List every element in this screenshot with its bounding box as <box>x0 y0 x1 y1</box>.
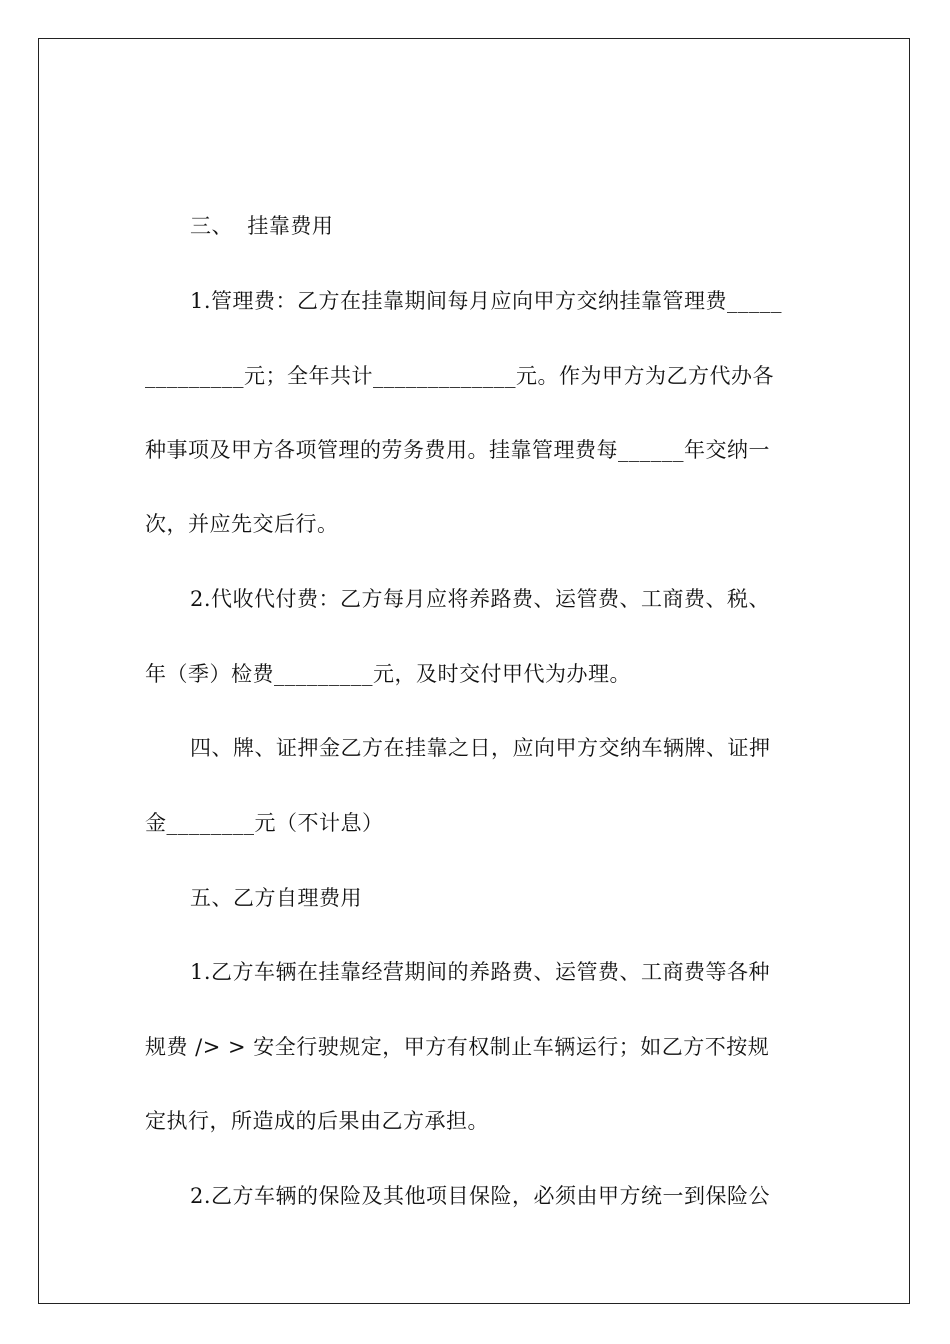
paragraph-line: 种事项及甲方各项管理的劳务费用。挂靠管理费每______年交纳一 <box>145 438 770 462</box>
paragraph-line: 规费 /> > 安全行驶规定，甲方有权制止车辆运行；如乙方不按规 <box>145 1035 770 1059</box>
section-heading-3: 三、 挂靠费用 <box>190 214 334 238</box>
section-heading-5: 五、乙方自理费用 <box>190 886 362 910</box>
paragraph-line: 1.乙方车辆在挂靠经营期间的养路费、运管费、工商费等各种 <box>190 960 771 984</box>
paragraph-line: _________元；全年共计_____________元。作为甲方为乙方代办各 <box>145 364 774 388</box>
paragraph-line: 年（季）检费_________元，及时交付甲代为办理。 <box>145 662 631 686</box>
paragraph-line: 金________元（不计息） <box>145 811 384 835</box>
paragraph-line: 2.代收代付费：乙方每月应将养路费、运管费、工商费、税、 <box>190 587 771 611</box>
paragraph-line: 1.管理费：乙方在挂靠期间每月应向甲方交纳挂靠管理费_____ <box>190 289 783 313</box>
paragraph-line: 2.乙方车辆的保险及其他项目保险，必须由甲方统一到保险公 <box>190 1184 771 1208</box>
paragraph-line: 次，并应先交后行。 <box>145 512 339 536</box>
paragraph-line: 定执行，所造成的后果由乙方承担。 <box>145 1109 489 1133</box>
paragraph-line: 四、牌、证押金乙方在挂靠之日，应向甲方交纳车辆牌、证押 <box>190 736 771 760</box>
